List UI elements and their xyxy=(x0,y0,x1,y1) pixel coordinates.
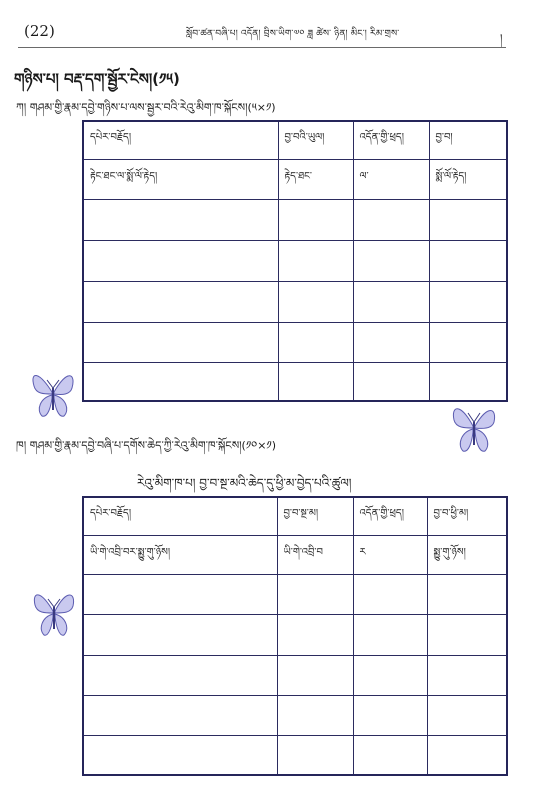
answer-cell[interactable] xyxy=(353,281,429,322)
table-2-header-first-action: བྱ་བ་སྔ་མ། xyxy=(277,497,353,535)
answer-cell[interactable] xyxy=(83,362,278,401)
butterfly-icon xyxy=(30,583,78,641)
answer-cell[interactable] xyxy=(277,614,353,655)
table-2-header-row xyxy=(83,497,507,535)
answer-cell[interactable] xyxy=(429,281,507,322)
table-2-example-particle: ར xyxy=(353,535,427,574)
answer-cell[interactable] xyxy=(277,735,353,775)
answer-cell[interactable] xyxy=(277,574,353,614)
question-1-number: ཀ། xyxy=(16,101,27,114)
question-1-text: གཤམ་གྱི་རྣམ་དབྱེ་གཉིས་པ་ལས་སྦྱར་བའི་རེའུ་མིག་ཁ་སྐོངས།(༥×༡) xyxy=(29,101,276,114)
answer-cell[interactable] xyxy=(353,735,427,775)
table-1-header-target: བྱ་བའི་ཡུལ། xyxy=(278,121,353,159)
table-2-example-first-action: ཡི་གེ་འབྲི་བ xyxy=(277,535,353,574)
table-row xyxy=(83,695,507,735)
table-row xyxy=(83,614,507,655)
table-1-example-target: རྟེད་ཐང་ xyxy=(278,159,353,199)
answer-cell[interactable] xyxy=(353,322,429,362)
answer-cell[interactable] xyxy=(353,199,429,240)
table-2 xyxy=(82,496,508,776)
table-row xyxy=(83,240,507,281)
table-2-title: རེའུ་མིག་ཁ་པ། བྱ་བ་སྔ་མའི་ཆེད་དུ་ཕྱི་མ་བྱེད་པའི་ཚུལ། xyxy=(137,476,352,490)
answer-cell[interactable] xyxy=(429,362,507,401)
table-2-example-row xyxy=(83,535,507,574)
table-1-header-example: དཔེར་བརྗོད། xyxy=(83,121,278,159)
answer-cell[interactable] xyxy=(429,199,507,240)
answer-cell[interactable] xyxy=(427,655,507,695)
table-1-header-particle: འདོན་གྱི་ཕྲད། xyxy=(353,121,429,159)
table-2-header-particle: འདོན་གྱི་ཕྲད། xyxy=(353,497,427,535)
answer-cell[interactable] xyxy=(278,199,353,240)
question-2-number: ཁ། xyxy=(16,439,27,452)
header-mark: ། xyxy=(500,32,503,45)
answer-cell[interactable] xyxy=(353,695,427,735)
table-2-example-second-action: སྨྱུ་གུ་ཉོས། xyxy=(427,535,507,574)
answer-cell[interactable] xyxy=(427,574,507,614)
answer-cell[interactable] xyxy=(278,281,353,322)
answer-cell[interactable] xyxy=(83,199,278,240)
answer-cell[interactable] xyxy=(278,322,353,362)
answer-cell[interactable] xyxy=(278,362,353,401)
table-1-example-particle: ལ་ xyxy=(353,159,429,199)
butterfly-icon xyxy=(28,364,78,422)
answer-cell[interactable] xyxy=(429,322,507,362)
question-2-prompt xyxy=(16,433,276,464)
table-1-header-row xyxy=(83,121,507,159)
answer-cell[interactable] xyxy=(278,240,353,281)
answer-cell[interactable] xyxy=(83,614,277,655)
table-1-example-row xyxy=(83,159,507,199)
answer-cell[interactable] xyxy=(277,695,353,735)
answer-cell[interactable] xyxy=(277,655,353,695)
answer-cell[interactable] xyxy=(427,695,507,735)
running-header: སློབ་ཚན་བཞི་པ། འདོན། བྲིས་ཡིག་༧༠ ཟླ ཚེས་ ཉིན། མིང་། རིམ་གྲས་ xyxy=(186,29,400,39)
table-row xyxy=(83,322,507,362)
table-2-example-sentence: ཡི་གེ་འབྲི་བར་སྨྱུ་གུ་ཉོས། xyxy=(83,535,277,574)
table-2-header-example: དཔེར་བརྗོད། xyxy=(83,497,277,535)
answer-cell[interactable] xyxy=(427,614,507,655)
answer-cell[interactable] xyxy=(353,240,429,281)
answer-cell[interactable] xyxy=(83,240,278,281)
answer-cell[interactable] xyxy=(83,735,277,775)
answer-cell[interactable] xyxy=(83,655,277,695)
answer-cell[interactable] xyxy=(353,362,429,401)
answer-cell[interactable] xyxy=(427,735,507,775)
butterfly-icon xyxy=(448,398,500,456)
answer-cell[interactable] xyxy=(83,322,278,362)
table-1-example-action: སྨོ་ལོ་རྟེད། xyxy=(429,159,507,199)
answer-cell[interactable] xyxy=(353,614,427,655)
answer-cell[interactable] xyxy=(83,281,278,322)
table-2-header-second-action: བྱ་བ་ཕྱི་མ། xyxy=(427,497,507,535)
table-row xyxy=(83,655,507,695)
section-title: གཉིས་པ། བརྡ་དག་སྦྱོར་ངེས།(༡༥) xyxy=(14,70,180,88)
table-row xyxy=(83,362,507,401)
answer-cell[interactable] xyxy=(83,574,277,614)
answer-cell[interactable] xyxy=(83,695,277,735)
table-1-example-sentence: རྟེང་ཐང་ལ་སྨོ་ལོ་རྟེད། xyxy=(83,159,278,199)
answer-cell[interactable] xyxy=(429,240,507,281)
table-row xyxy=(83,199,507,240)
table-row xyxy=(83,281,507,322)
header-divider xyxy=(18,47,506,48)
answer-cell[interactable] xyxy=(353,655,427,695)
table-row xyxy=(83,574,507,614)
table-1 xyxy=(82,120,508,402)
page-number: (22) xyxy=(24,22,55,40)
table-1-header-action: བྱ་བ། xyxy=(429,121,507,159)
question-2-text: གཤམ་གྱི་རྣམ་དབྱེ་བཞི་པ་དགོས་ཆེད་ཀྱི་རེའུ་མིག་ཁ་སྐོངས།(༡༠×༡) xyxy=(29,439,277,452)
answer-cell[interactable] xyxy=(353,574,427,614)
table-row xyxy=(83,735,507,775)
